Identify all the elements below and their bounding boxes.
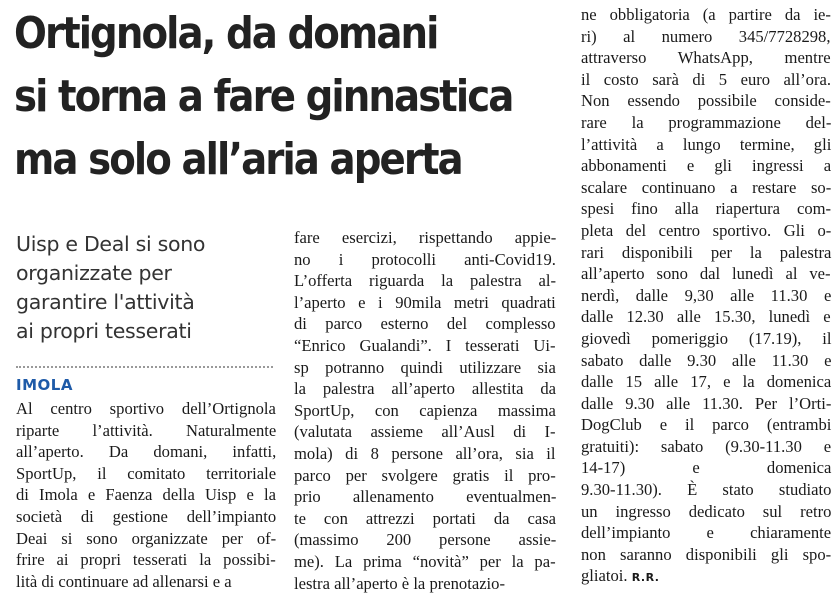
- subtitle: [16, 230, 276, 346]
- article-line: la palestra all’aperto allestita da: [294, 379, 557, 399]
- article-line: parco per svolgere gratis il pro-: [294, 465, 556, 485]
- headline: [14, 2, 513, 191]
- article-line: società di gestione dell’impianto: [16, 506, 277, 526]
- article-line: mola) di 8 persone all’ora, sia il: [294, 443, 556, 463]
- article-column-3: [581, 4, 831, 589]
- article-line: dalle 12.30 alle 15.30, lunedì e: [581, 307, 831, 327]
- article-line: “Enrico Gualandi”. I tesserati Ui-: [294, 335, 556, 355]
- article-line: giovedì pomeriggio (17.19), il: [581, 328, 832, 348]
- subtitle-line: garantire l'attività: [16, 290, 195, 314]
- article-line: non saranno disponibili gli spo-: [581, 544, 832, 564]
- article-line: all’aperto sono dal lunedì al ve-: [581, 264, 831, 284]
- headline-line: Ortignola, da domani: [14, 8, 438, 59]
- subtitle-line: organizzate per: [16, 261, 172, 285]
- article-line: spesi fino alla riapertura com-: [581, 199, 832, 219]
- location-kicker: IMOLA: [16, 376, 73, 394]
- article-line: un ingresso dedicato sul retro: [581, 501, 832, 521]
- subtitle-line: ai propri tesserati: [16, 319, 192, 343]
- article-line: scalare continuano a restare so-: [581, 177, 832, 197]
- article-line: Deai si sono organizzate per of-: [16, 528, 277, 548]
- article-line: (valutata assieme all’Ausl di I-: [294, 422, 556, 442]
- article-line: lità di continuare ad allenarsi e a: [16, 571, 232, 591]
- article-line: SportUp, con capienza massima: [294, 400, 556, 420]
- article-line: SportUp, il comitato territoriale: [16, 463, 277, 483]
- article-line-with-signature: [581, 565, 831, 589]
- article-line: di Imola e Faenza della Uisp e la: [16, 485, 276, 505]
- article-line: L’offerta riguarda la palestra al-: [294, 271, 557, 291]
- article-line: abbonamenti e gli ingressi a: [581, 156, 832, 176]
- article-line: te con attrezzi portati da casa: [294, 508, 557, 528]
- article-line: rare la programmazione del-: [581, 112, 832, 132]
- headline-line: si torna a fare ginnastica: [14, 71, 513, 122]
- article-column-2: [294, 227, 556, 594]
- article-line: ne obbligatoria (a partire da ie-: [581, 5, 831, 24]
- article-line: l’aperto e i 90mila metri quadrati: [294, 292, 556, 312]
- article-line: Non essendo possibile conside-: [581, 91, 831, 111]
- article-line: (massimo 200 persone assie-: [294, 530, 557, 550]
- article-line: DogClub e il parco (entrambi: [581, 415, 832, 435]
- article-line: nerdì, dalle 9,30 alle 11.30 e: [581, 285, 832, 305]
- dotted-divider: [16, 366, 273, 368]
- article-line: frire ai propri tesserati la possibi-: [16, 550, 276, 570]
- article-column-1: [16, 398, 276, 592]
- article-line: l’attività a lungo termine, gli: [581, 134, 832, 154]
- article-line: 9.30-11.30). È stato studiato: [581, 480, 832, 500]
- subtitle-line: Uisp e Deal si sono: [16, 232, 206, 256]
- article-line: sabato dalle 9.30 alle 11.30 e: [581, 350, 832, 370]
- article-line: sp potranno quindi utilizzare sia: [294, 357, 556, 377]
- article-line: gratuiti): sabato (9.30-11.30 e: [581, 436, 832, 456]
- article-line: fare esercizi, rispettando appie-: [294, 228, 557, 247]
- article-line: rari disponibili per la palestra: [581, 242, 832, 262]
- article-line: pleta del centro sportivo. Gli o-: [581, 220, 832, 240]
- article-line: no i protocolli anti-Covid19.: [294, 249, 556, 269]
- article-line: riparte l’attività. Naturalmente: [16, 420, 277, 440]
- article-line: Al centro sportivo dell’Ortignola: [16, 399, 276, 418]
- article-line: dalle 15 alle 17, e la domenica: [581, 372, 832, 392]
- article-line: lestra all’aperto è la prenotazio-: [294, 573, 505, 593]
- article-line: prio allenamento eventualmen-: [294, 487, 557, 507]
- article-line: dalle 9.30 alle 11.30. Per l’Orti-: [581, 393, 832, 413]
- article-line: all’aperto. Da domani, infatti,: [16, 442, 277, 462]
- article-line: me). La prima “novità” per la pa-: [294, 551, 556, 571]
- headline-line: ma solo all’aria aperta: [14, 134, 462, 185]
- author-signature: R.R.: [631, 571, 660, 585]
- article-line: 14-17) e domenica: [581, 458, 832, 478]
- article-line: gliatoi.: [581, 566, 628, 586]
- article-line: di parco esterno del complesso: [294, 314, 556, 334]
- article-line: dell’impianto e chiaramente: [581, 523, 832, 543]
- article-line: attraverso WhatsApp, mentre: [581, 48, 831, 68]
- article-line: il costo sarà di 5 euro all’ora.: [581, 69, 831, 89]
- article-line: ri) al numero 345/7728298,: [581, 26, 831, 46]
